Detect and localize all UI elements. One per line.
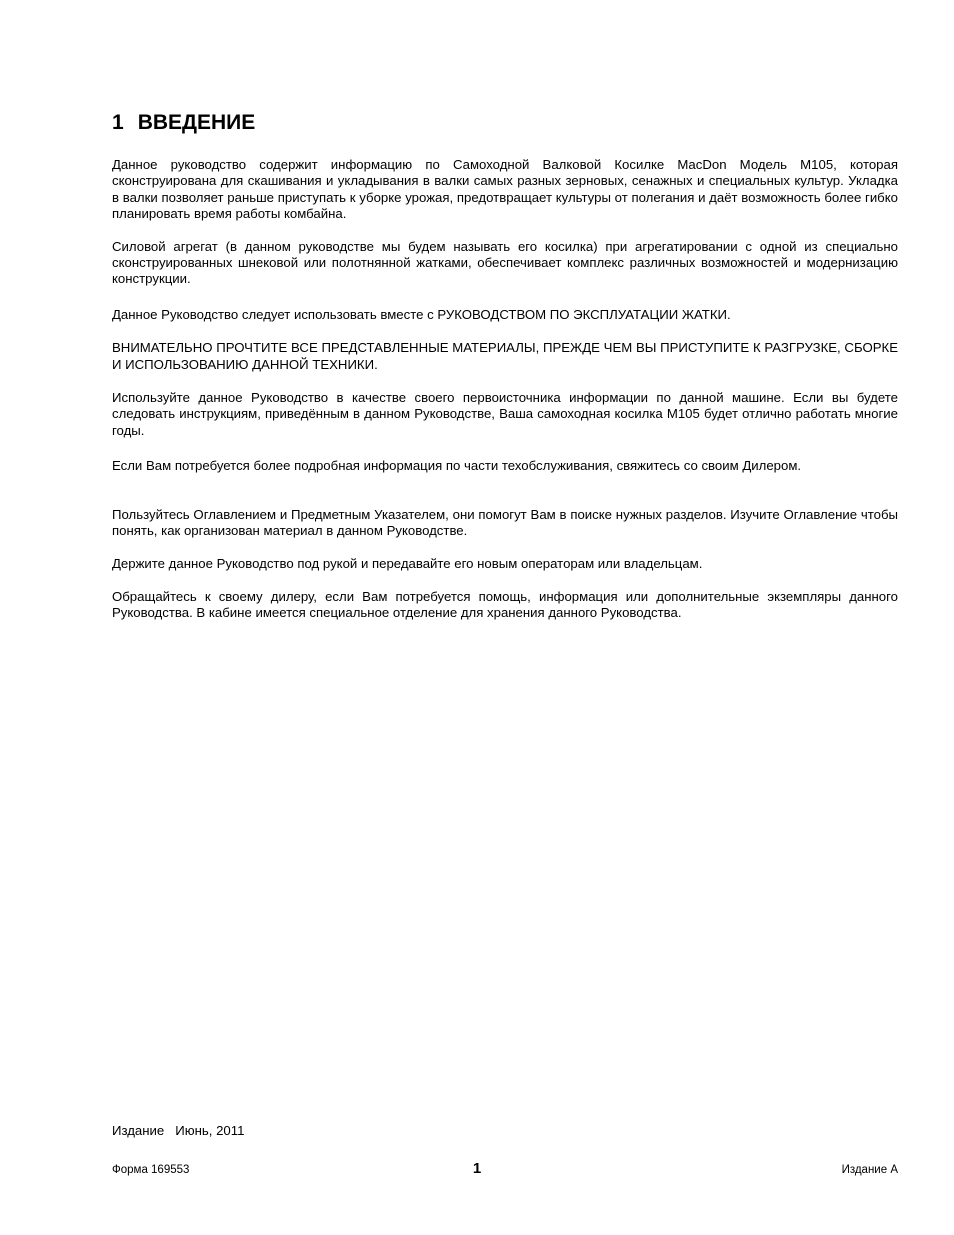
paragraph-header-manual: Данное Руководство следует использовать вместе с РУКОВОДСТВОМ ПО ЭКСПЛУАТАЦИИ ЖАТКИ. xyxy=(112,306,731,322)
body-text xyxy=(112,157,898,622)
section-number: 1 xyxy=(112,111,124,134)
paragraph-warning: ВНИМАТЕЛЬНО ПРОЧТИТЕ ВСЕ ПРЕДСТАВЛЕННЫЕ МАТЕРИАЛЫ, ПРЕЖДЕ ЧЕМ ВЫ ПРИСТУПИТЕ К РАЗГРУЗКЕ, СБОРКЕ И ИСПОЛЬЗОВАНИЮ ДАННОЙ ТЕХНИКИ. xyxy=(112,340,898,372)
paragraph-service: Если Вам потребуется более подробная информация по части техобслуживания, свяжитесь со своим Дилером. xyxy=(112,458,802,474)
paragraph-keep-manual: Держите данное Руководство под рукой и передавайте его новым операторам или владельцам. xyxy=(112,555,703,571)
footer-edition: Издание А xyxy=(841,1164,898,1176)
edition-date: Издание Июнь, 2011 xyxy=(112,1123,245,1138)
section-heading xyxy=(112,110,255,136)
section-title: ВВЕДЕНИЕ xyxy=(137,111,256,134)
paragraph-intro: Данное руководство содержит информацию по Самоходной Валковой Косилке MacDon Модель М105, которая сконструирована для скашивания и укладывания в валки самых разных зерновых, сенажных и специальных культур. Укладка в валки позволяет раньше приступать к уборке урожая, предотвращает культуры от полегания и даёт возможность более гибко планировать время работы комбайна. xyxy=(112,157,898,222)
paragraph-dealer: Обращайтесь к своему дилеру, если Вам потребуется помощь, информация или дополнительные экземпляры данного Руководства. В кабине имеется специальное отделение для хранения данного Руководства. xyxy=(112,588,898,621)
footer-form-number: Форма 169553 xyxy=(112,1164,190,1176)
paragraph-usage: Используйте данное Руководство в качестве своего первоисточника информации по данной машине. Если вы будете следовать инструкциям, приведённым в данном Руководстве, Ваша самоходная косилка М105 будет отлично работать многие годы. xyxy=(112,390,898,438)
page-number: 1 xyxy=(472,1160,482,1177)
paragraph-power-unit: Силовой агрегат (в данном руководстве мы будем называть его косилка) при агрегатировании с одной из специально сконструированных шнековой или полотнянной жатками, обеспечивает комплекс различных возможностей и модернизацию конструкции. xyxy=(112,238,898,287)
paragraph-contents: Пользуйтесь Оглавлением и Предметным Указателем, они помогут Вам в поиске нужных разделов. Изучите Оглавление чтобы понять, как организован материал в данном Руководстве. xyxy=(112,506,898,539)
